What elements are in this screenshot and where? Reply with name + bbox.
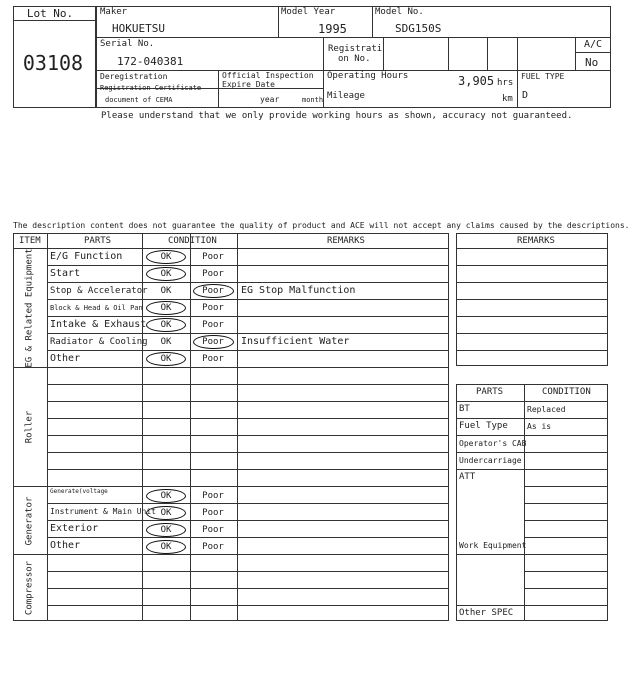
ac-label: A/C <box>584 39 603 50</box>
other-spec-label: Other SPEC <box>459 608 514 618</box>
month-label: month <box>302 96 324 104</box>
registration-label: Registrati <box>328 44 383 54</box>
remark-radiator-cooling: Insufficient Water <box>241 336 350 347</box>
selected-ok-mark <box>146 301 186 315</box>
right-part-undercarriage: Undercarriage <box>459 456 522 465</box>
disclaimer: The description content does not guarantee the quality of product and ACE will not accept any claims caused by the descriptions. <box>13 221 630 230</box>
section-compressor: Compressor <box>24 560 35 616</box>
right-part-bt: BT <box>459 404 470 414</box>
header-condition: CONDITION <box>168 236 217 246</box>
lot-number: 03108 <box>22 51 84 75</box>
ac-value: No <box>585 56 599 69</box>
ok-label: OK <box>160 525 172 535</box>
header-parts-right: PARTS <box>476 387 504 397</box>
part-start: Start <box>50 268 81 279</box>
serial-label: Serial No. <box>100 39 155 49</box>
registration-certificate-label: Registration Certificate <box>100 84 202 92</box>
model-year-value: 1995 <box>318 22 347 36</box>
maker-label: Maker <box>100 7 128 17</box>
poor-label: Poor <box>202 252 224 262</box>
ok-label: OK <box>160 542 172 552</box>
poor-label: Poor <box>202 525 224 535</box>
remark-stop-accelerator: EG Stop Malfunction <box>241 285 356 296</box>
inspection-label-2: Expire Date <box>222 80 275 89</box>
poor-label: Poor <box>202 354 224 364</box>
mileage-label: Mileage <box>327 91 365 101</box>
maker-value: HOKUETSU <box>112 22 165 35</box>
part-intake-exhaust: Intake & Exhaust <box>50 319 147 330</box>
document-cema-label: document of CEMA <box>105 96 173 104</box>
selected-ok-mark <box>146 267 186 281</box>
km-label: km <box>502 94 513 104</box>
section-roller: Roller <box>24 410 35 444</box>
part-instrument-main-unit: Instrument & Main Unit <box>50 507 156 516</box>
header-remarks-right: REMARKS <box>517 236 555 246</box>
ok-label: OK <box>160 320 172 330</box>
fuel-type-value: D <box>522 90 529 101</box>
fuel-type-label: FUEL TYPE <box>521 72 565 81</box>
header-item: ITEM <box>19 236 41 246</box>
ok-label: OK <box>160 508 172 518</box>
poor-label: Poor <box>202 286 224 296</box>
poor-label: Poor <box>202 269 224 279</box>
ok-label: OK <box>160 269 172 279</box>
operating-hours-label: Operating Hours <box>327 71 409 81</box>
right-condition-bt: Replaced <box>527 405 566 414</box>
right-part-fuel-type: Fuel Type <box>459 421 508 431</box>
part-stop-accelerator: Stop & Accelerator <box>50 286 148 296</box>
accuracy-note: Please understand that we only provide working hours as shown, accuracy not guaranteed. <box>101 111 573 121</box>
ok-label: OK <box>160 303 172 313</box>
registration-label-2: on No. <box>338 54 371 64</box>
selected-ok-mark <box>146 523 186 537</box>
poor-label: Poor <box>202 542 224 552</box>
part-generator-other: Other <box>50 540 81 551</box>
header-parts: PARTS <box>84 236 112 246</box>
selected-poor-mark <box>193 335 234 349</box>
ok-label: OK <box>160 491 172 501</box>
header-remarks: REMARKS <box>327 236 365 246</box>
serial-value: 172-040381 <box>117 55 184 68</box>
section-generator: Generator <box>24 496 35 546</box>
part-exterior: Exterior <box>50 523 99 534</box>
section-eg-related-equipment: EG & Related Equipment <box>24 248 35 368</box>
right-condition-fuel-type: As is <box>527 422 552 431</box>
model-year-label: Model Year <box>281 7 336 17</box>
part-generate-voltage: Generate(voltage <box>50 488 108 495</box>
poor-label: Poor <box>202 303 224 313</box>
selected-ok-mark <box>146 506 186 520</box>
lot-label: Lot No. <box>26 7 74 20</box>
selected-ok-mark <box>146 318 186 332</box>
poor-label: Poor <box>202 508 224 518</box>
ok-label: OK <box>160 286 172 296</box>
selected-ok-mark <box>146 540 186 554</box>
selected-poor-mark <box>193 284 234 298</box>
year-label: year <box>260 95 280 104</box>
selected-ok-mark <box>146 489 186 503</box>
work-equipment-label: Work Equipment <box>459 541 527 550</box>
ok-label: OK <box>160 337 172 347</box>
model-no-value: SDG150S <box>395 22 442 35</box>
part-other: Other <box>50 353 81 364</box>
inspection-label: Official Inspection <box>222 71 314 80</box>
poor-label: Poor <box>202 337 224 347</box>
ok-label: OK <box>160 354 172 364</box>
selected-ok-mark <box>146 352 186 366</box>
right-part-operators-cab: Operator's CAB <box>459 439 527 448</box>
deregistration-label: Deregistration <box>100 72 168 81</box>
hrs-label: hrs <box>497 78 514 88</box>
part-radiator-cooling: Radiator & Cooling <box>50 337 148 347</box>
part-block-head-oil-pan: Block & Head & Oil Pan <box>50 304 143 312</box>
ok-label: OK <box>160 252 172 262</box>
right-part-att: ATT <box>459 472 476 482</box>
model-no-label: Model No. <box>375 7 424 17</box>
header-condition-right: CONDITION <box>542 387 591 397</box>
selected-ok-mark <box>146 250 186 264</box>
operating-hours-value: 3,905 <box>458 74 495 88</box>
poor-label: Poor <box>202 491 224 501</box>
poor-label: Poor <box>202 320 224 330</box>
part-eg-function: E/G Function <box>50 251 123 262</box>
